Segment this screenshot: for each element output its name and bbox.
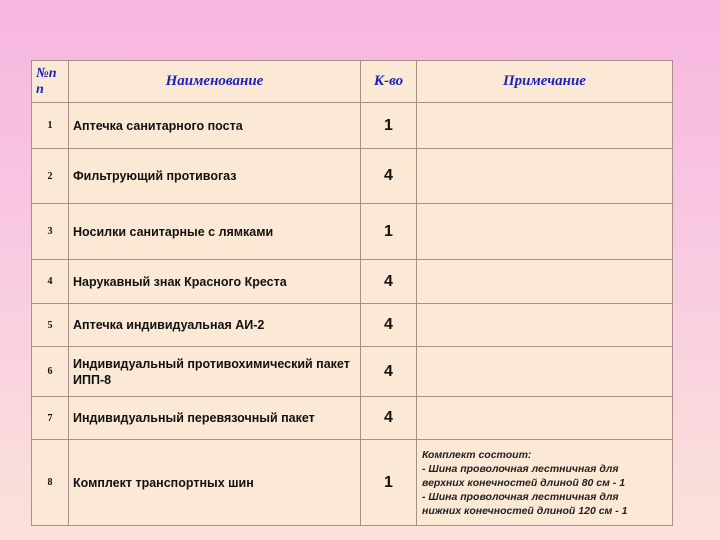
row-quantity: 4: [361, 347, 417, 397]
table-header-row: [32, 61, 673, 103]
row-note: [417, 440, 673, 526]
row-note: [417, 260, 673, 304]
equipment-table-container: [31, 60, 672, 525]
row-name: Носилки санитарные с лямками: [69, 204, 361, 260]
table-row: [32, 347, 673, 397]
table-row: [32, 149, 673, 204]
row-number: 8: [32, 440, 69, 526]
row-number: 2: [32, 149, 69, 204]
header-note: Примечание: [417, 61, 673, 103]
row-number: 6: [32, 347, 69, 397]
row-note: [417, 304, 673, 347]
row-note: [417, 347, 673, 397]
table-row: [32, 204, 673, 260]
note-line: нижних конечностей длиной 120 см - 1: [422, 504, 628, 517]
note-line: - Шина проволочная лестничная для: [422, 462, 619, 475]
row-number: 3: [32, 204, 69, 260]
row-name: Аптечка санитарного поста: [69, 103, 361, 149]
row-note: [417, 397, 673, 440]
table-row: [32, 440, 673, 526]
row-quantity: 1: [361, 103, 417, 149]
row-quantity: 1: [361, 204, 417, 260]
row-quantity: 4: [361, 149, 417, 204]
row-number: 7: [32, 397, 69, 440]
row-name: Индивидуальный противохимический пакет ИПП-8: [69, 347, 361, 397]
row-quantity: 4: [361, 397, 417, 440]
header-quantity: К-во: [361, 61, 417, 103]
row-quantity: 1: [361, 440, 417, 526]
table-row: [32, 397, 673, 440]
note-line: - Шина проволочная лестничная для: [422, 490, 619, 503]
header-number: №п п: [32, 61, 69, 103]
note-line: Комплект состоит:: [422, 448, 532, 461]
row-quantity: 4: [361, 260, 417, 304]
row-note: [417, 204, 673, 260]
row-note: [417, 103, 673, 149]
note-line: верхних конечностей длиной 80 см - 1: [422, 476, 626, 489]
row-name: Нарукавный знак Красного Креста: [69, 260, 361, 304]
row-name: Индивидуальный перевязочный пакет: [69, 397, 361, 440]
row-number: 1: [32, 103, 69, 149]
table-row: [32, 103, 673, 149]
row-quantity: 4: [361, 304, 417, 347]
row-name: Аптечка индивидуальная АИ-2: [69, 304, 361, 347]
row-note: [417, 149, 673, 204]
row-name: Фильтрующий противогаз: [69, 149, 361, 204]
equipment-table: [31, 60, 673, 526]
row-name: Комплект транспортных шин: [69, 440, 361, 526]
header-name: Наименование: [69, 61, 361, 103]
table-row: [32, 260, 673, 304]
row-number: 5: [32, 304, 69, 347]
table-row: [32, 304, 673, 347]
row-number: 4: [32, 260, 69, 304]
